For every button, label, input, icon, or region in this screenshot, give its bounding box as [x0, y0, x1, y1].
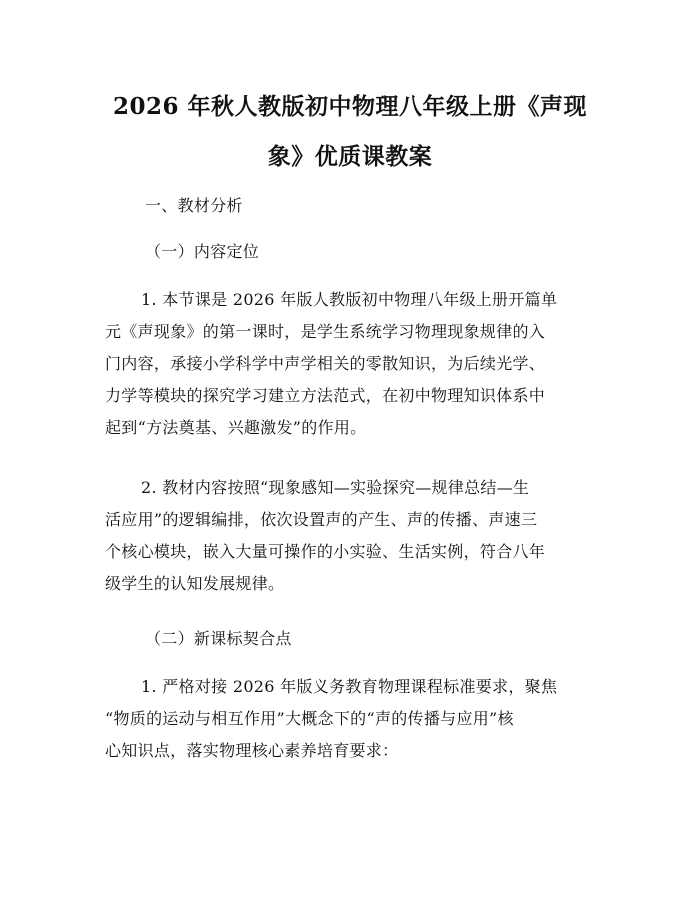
paragraph-line: 1. 本节课是 2026 年版人教版初中物理八年级上册开篇单	[141, 290, 558, 309]
title-line-2: 象》优质课教案	[267, 143, 433, 170]
paragraph-standards-1	[105, 671, 607, 767]
paragraph-line: 1. 严格对接 2026 年版义务教育物理课程标准要求，聚焦	[141, 677, 558, 696]
subsection-heading-content: （一）内容定位	[145, 242, 260, 261]
paragraph-line: 心知识点，落实物理核心素养培育要求：	[105, 741, 399, 760]
title-line-1: 2026 年秋人教版初中物理八年级上册《声现	[112, 93, 588, 120]
paragraph-line: 元《声现象》的第一课时，是学生系统学习物理现象规律的入	[105, 322, 546, 341]
paragraph-content-2	[105, 472, 607, 600]
paragraph-line: 级学生的认知发展规律。	[105, 574, 285, 593]
paragraph-line: 起到“方法奠基、兴趣激发”的作用。	[105, 418, 367, 437]
paragraph-line: 门内容，承接小学科学中声学相关的零散知识，为后续光学、	[105, 354, 546, 373]
document-title	[60, 82, 640, 182]
paragraph-line: “物质的运动与相互作用”大概念下的“声的传播与应用”核	[105, 709, 514, 728]
paragraph-content-1	[105, 284, 607, 444]
paragraph-line: 2. 教材内容按照“现象感知—实验探究—规律总结—生	[141, 478, 530, 497]
paragraph-line: 力学等模块的探究学习建立方法范式，在初中物理知识体系中	[105, 386, 546, 405]
paragraph-line: 活应用”的逻辑编排，依次设置声的产生、声的传播、声速三	[105, 510, 538, 529]
paragraph-line: 个核心模块，嵌入大量可操作的小实验、生活实例，符合八年	[105, 542, 546, 561]
subsection-heading-standards: （二）新课标契合点	[145, 629, 292, 648]
section-heading-1: 一、教材分析	[145, 196, 243, 215]
